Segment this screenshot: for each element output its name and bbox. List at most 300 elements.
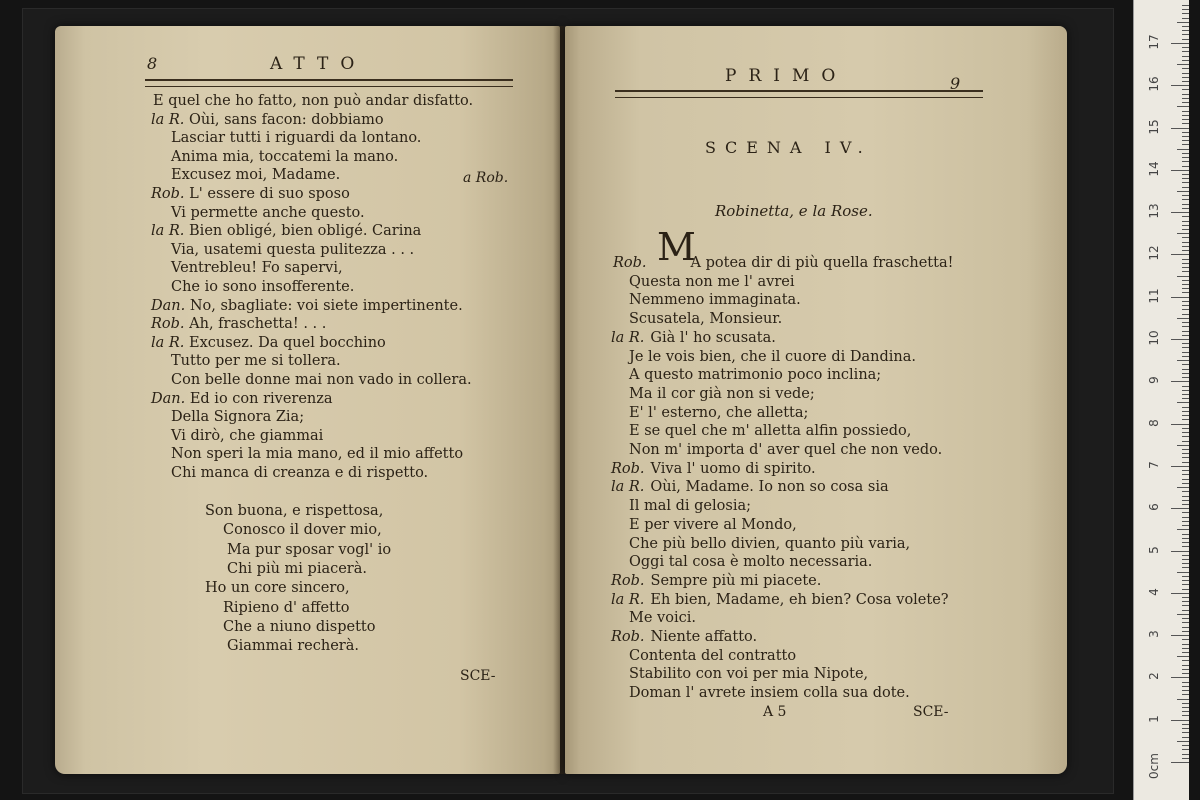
ruler-tick: [1182, 178, 1189, 179]
speaker-label: la R.: [151, 223, 185, 240]
ruler-number: 3: [1147, 630, 1161, 638]
ruler-tick: [1182, 73, 1189, 74]
line-text: Ed io con riverenza: [189, 390, 333, 407]
text-line: [629, 684, 910, 702]
ruler-tick: [1182, 30, 1189, 31]
ruler-tick: [1171, 85, 1189, 86]
line-text: Excusez moi, Madame.: [171, 167, 341, 184]
ruler-tick: [1182, 728, 1189, 729]
ruler-tick: [1182, 60, 1189, 61]
ruler-tick: [1177, 402, 1189, 403]
speaker-label: la R.: [151, 111, 185, 128]
measurement-ruler: [1133, 0, 1189, 800]
text-line: [171, 204, 365, 222]
ruler-tick: [1171, 508, 1189, 509]
ruler-tick: [1182, 229, 1189, 230]
text-line: [629, 366, 881, 384]
line-text: Bien obligé, bien obligé. Carina: [189, 223, 422, 240]
line-text: Nemmeno immaginata.: [629, 292, 801, 309]
ruler-tick: [1177, 445, 1189, 446]
text-line: [629, 516, 797, 534]
speaker-label: la R.: [611, 329, 645, 346]
text-line: [153, 92, 473, 110]
ruler-tick: [1182, 335, 1189, 336]
ruler-tick: [1177, 276, 1189, 277]
text-line: [611, 591, 949, 609]
ruler-tick: [1171, 43, 1189, 44]
ruler-tick: [1182, 589, 1189, 590]
text-line: [629, 665, 868, 683]
ruler-tick: [1182, 216, 1189, 217]
text-line: [629, 441, 942, 459]
ruler-tick: [1177, 699, 1189, 700]
ruler-tick: [1182, 711, 1189, 712]
line-text: Questa non me l' avrei: [629, 273, 795, 290]
ruler-tick: [1182, 305, 1189, 306]
ruler-tick: [1182, 694, 1189, 695]
ruler-tick: [1182, 157, 1189, 158]
line-text: Via, usatemi questa pulitezza . . .: [171, 241, 415, 258]
ruler-tick: [1182, 242, 1189, 243]
ruler-tick: [1182, 631, 1189, 632]
text-line: [151, 315, 326, 333]
line-text: Contenta del contratto: [629, 647, 797, 664]
ruler-tick: [1182, 441, 1189, 442]
text-line: [611, 460, 816, 478]
ruler-tick: [1182, 419, 1189, 420]
catchword: SCE-: [460, 668, 496, 684]
ruler-tick: [1171, 212, 1189, 213]
ruler-tick: [1182, 491, 1189, 492]
line-text: Con belle donne mai non vado in collera.: [171, 372, 472, 388]
ruler-tick: [1182, 225, 1189, 226]
line-text: Stabilito con voi per mia Nipote,: [629, 666, 869, 683]
ruler-tick: [1182, 479, 1189, 480]
ruler-tick: [1177, 741, 1189, 742]
ruler-tick: [1171, 254, 1189, 255]
line-text: No, sbagliate: voi siete impertinente.: [189, 297, 463, 314]
line-text: Oùi, Madame. Io non so cosa sia: [650, 479, 889, 496]
text-line: [171, 408, 304, 426]
ruler-tick: [1182, 34, 1189, 35]
ruler-tick: [1182, 639, 1189, 640]
ruler-tick: [1182, 644, 1189, 645]
ruler-tick: [1182, 94, 1189, 95]
ruler-tick: [1182, 690, 1189, 691]
header-rule: [615, 90, 983, 98]
ruler-tick: [1182, 457, 1189, 458]
line-text: E quel che ho fatto, non può andar disfatto.: [153, 93, 474, 109]
text-line: [171, 166, 340, 184]
line-text: L' essere di suo sposo: [189, 186, 350, 202]
text-line: [629, 422, 911, 440]
ruler-tick: [1182, 132, 1189, 133]
ruler-tick: [1182, 56, 1189, 57]
ruler-tick: [1182, 119, 1189, 120]
ruler-tick: [1171, 551, 1189, 552]
ruler-tick: [1182, 563, 1189, 564]
ruler-tick: [1182, 246, 1189, 247]
scene-title: SCENA IV.: [705, 138, 872, 157]
text-line: [629, 647, 796, 665]
text-line: [629, 385, 815, 403]
line-text: Oggi tal cosa è molto necessaria.: [629, 554, 873, 571]
ruler-tick: [1177, 529, 1189, 530]
ruler-tick: [1182, 288, 1189, 289]
ruler-tick: [1182, 26, 1189, 27]
ruler-tick: [1182, 98, 1189, 99]
ruler-tick: [1182, 428, 1189, 429]
drop-cap: M: [657, 225, 696, 269]
ruler-tick: [1182, 538, 1189, 539]
ruler-tick: [1182, 347, 1189, 348]
ruler-tick: [1182, 462, 1189, 463]
ruler-tick: [1182, 280, 1189, 281]
header-rule: [145, 79, 513, 87]
ruler-number: 1: [1147, 714, 1161, 723]
line-text: E se quel che m' alletta alfin possiedo,: [629, 423, 912, 440]
ruler-tick: [1182, 407, 1189, 408]
line-text: Vi permette anche questo.: [171, 204, 365, 221]
ruler-tick: [1182, 597, 1189, 598]
ruler-tick: [1182, 512, 1189, 513]
line-text: A potea dir di più quella fraschetta!: [690, 255, 954, 271]
text-line: [171, 241, 414, 259]
ruler-tick: [1182, 758, 1189, 759]
ruler-tick: [1182, 686, 1189, 687]
ruler-tick: [1177, 614, 1189, 615]
ruler-tick: [1182, 77, 1189, 78]
ruler-tick: [1182, 605, 1189, 606]
ruler-tick: [1182, 208, 1189, 209]
ruler-tick: [1182, 500, 1189, 501]
text-line: [629, 609, 696, 627]
ruler-tick: [1182, 123, 1189, 124]
page-number: 8: [147, 54, 158, 73]
ruler-tick: [1182, 68, 1189, 69]
ruler-tick: [1182, 394, 1189, 395]
signature-mark: A 5: [763, 704, 787, 720]
ruler-tick: [1182, 221, 1189, 222]
text-line: [151, 111, 384, 129]
ruler-tick: [1182, 314, 1189, 315]
ruler-number: 15: [1147, 118, 1161, 135]
ruler-tick: [1177, 318, 1189, 319]
ruler-tick: [1182, 390, 1189, 391]
line-text: A questo matrimonio poco inclina;: [629, 367, 882, 384]
ruler-tick: [1177, 191, 1189, 192]
ruler-tick: [1171, 128, 1189, 129]
ruler-tick: [1177, 487, 1189, 488]
line-text: Anima mia, toccatemi la mano.: [171, 148, 399, 165]
text-line: [629, 273, 795, 291]
ruler-tick: [1182, 271, 1189, 272]
ruler-tick: [1182, 301, 1189, 302]
text-line: [613, 254, 953, 272]
ruler-number: 4: [1147, 587, 1161, 596]
line-text: Viva l' uomo di spirito.: [650, 460, 816, 477]
speaker-label: Rob.: [151, 186, 185, 202]
ruler-tick: [1182, 584, 1189, 585]
ruler-number: 2: [1147, 672, 1161, 681]
ruler-tick: [1182, 449, 1189, 450]
ruler-tick: [1177, 360, 1189, 361]
ruler-tick: [1182, 161, 1189, 162]
speaker-label: Rob.: [611, 572, 645, 589]
ruler-tick: [1182, 369, 1189, 370]
ruler-tick: [1182, 682, 1189, 683]
speaker-label: Rob.: [151, 316, 185, 333]
ruler-tick: [1182, 364, 1189, 365]
ruler-tick: [1177, 64, 1189, 65]
ruler-tick: [1182, 580, 1189, 581]
speaker-label: la R.: [611, 591, 645, 608]
ruler-tick: [1182, 648, 1189, 649]
speaker-label: Rob.: [611, 460, 645, 477]
text-line: [151, 185, 350, 203]
text-line: [171, 371, 472, 389]
ruler-tick: [1182, 555, 1189, 556]
line-text: Non speri la mia mano, ed il mio affetto: [171, 446, 464, 463]
ruler-tick: [1182, 703, 1189, 704]
text-line: [629, 310, 782, 328]
ruler-tick: [1177, 106, 1189, 107]
text-line: [151, 297, 463, 315]
line-text: Ah, fraschetta! . . .: [189, 316, 327, 333]
speaker-label: Rob.: [613, 255, 647, 271]
catchword: SCE-: [913, 704, 949, 720]
text-line: [151, 334, 386, 352]
text-line: [629, 348, 916, 366]
ruler-tick: [1171, 339, 1189, 340]
ruler-tick: [1182, 250, 1189, 251]
ruler-tick: [1182, 542, 1189, 543]
speaker-label: Dan.: [151, 390, 186, 407]
ruler-tick: [1171, 720, 1189, 721]
line-text: Sempre più mi piacete.: [650, 572, 822, 589]
ruler-tick: [1182, 732, 1189, 733]
ruler-tick: [1182, 517, 1189, 518]
ruler-tick: [1182, 436, 1189, 437]
line-text: Scusatela, Monsieur.: [629, 311, 783, 328]
ruler-tick: [1182, 144, 1189, 145]
ruler-number: 11: [1147, 288, 1161, 304]
ruler-tick: [1171, 466, 1189, 467]
ruler-tick: [1182, 331, 1189, 332]
ruler-tick: [1177, 22, 1189, 23]
ruler-tick: [1182, 18, 1189, 19]
ruler-tick: [1182, 665, 1189, 666]
ruler-tick: [1182, 115, 1189, 116]
ruler-tick: [1182, 673, 1189, 674]
running-header: ATTO: [270, 54, 367, 74]
ruler-tick: [1182, 174, 1189, 175]
ruler-tick: [1182, 237, 1189, 238]
line-text: Eh bien, Madame, eh bien? Cosa volete?: [650, 591, 949, 608]
line-text: Già l' ho scusata.: [650, 329, 776, 346]
text-line: [171, 464, 428, 482]
ruler-tick: [1182, 567, 1189, 568]
ruler-number: 7: [1147, 461, 1161, 469]
line-text: Me voici.: [629, 610, 696, 627]
ruler-number: 5: [1147, 545, 1161, 554]
page-number: 9: [950, 74, 961, 93]
line-text: Ventrebleu! Fo sapervi,: [171, 260, 343, 277]
ruler-tick: [1177, 656, 1189, 657]
ruler-tick: [1171, 381, 1189, 382]
ruler-tick: [1182, 377, 1189, 378]
ruler-tick: [1177, 572, 1189, 573]
ruler-tick: [1182, 652, 1189, 653]
ruler-number: 17: [1147, 34, 1161, 50]
ruler-tick: [1182, 474, 1189, 475]
ruler-tick: [1182, 326, 1189, 327]
ruler-tick: [1182, 166, 1189, 167]
text-line: [611, 572, 821, 590]
text-line: [171, 259, 343, 277]
ruler-tick: [1182, 622, 1189, 623]
line-text: E per vivere al Mondo,: [629, 516, 797, 533]
line-text: E' l' esterno, che alletta;: [629, 404, 809, 421]
text-line: [171, 427, 323, 445]
ruler-tick: [1182, 199, 1189, 200]
text-line: [629, 553, 872, 571]
ruler-tick: [1182, 411, 1189, 412]
ruler-tick: [1182, 660, 1189, 661]
ruler-tick: [1182, 292, 1189, 293]
aria-line: Ho un core sincero,: [205, 580, 350, 597]
ruler-tick: [1171, 424, 1189, 425]
aria-line: Giammai recherà.: [227, 638, 359, 655]
ruler-tick: [1182, 724, 1189, 725]
ruler-tick: [1182, 737, 1189, 738]
ruler-tick: [1182, 504, 1189, 505]
ruler-tick: [1182, 627, 1189, 628]
ruler-number: 14: [1147, 161, 1161, 177]
right-page: [565, 26, 1067, 774]
line-text: Ma il cor già non si vede;: [629, 385, 815, 402]
text-line: [171, 445, 463, 463]
ruler-tick: [1177, 149, 1189, 150]
speaker-label: Rob.: [611, 629, 645, 645]
ruler-tick: [1182, 39, 1189, 40]
ruler-tick: [1182, 81, 1189, 82]
ruler-tick: [1182, 5, 1189, 6]
ruler-tick: [1182, 356, 1189, 357]
ruler-tick: [1182, 9, 1189, 10]
speaker-label: Dan.: [151, 297, 186, 314]
line-text: Vi dirò, che giammai: [171, 427, 324, 444]
ruler-tick: [1171, 297, 1189, 298]
ruler-tick: [1171, 593, 1189, 594]
aria-line: Conosco il dover mio,: [223, 522, 382, 539]
text-line: [171, 352, 341, 370]
line-text: Tutto per me si tollera.: [171, 353, 341, 370]
line-text: Oùi, sans facon: dobbiamo: [189, 111, 384, 128]
ruler-tick: [1182, 601, 1189, 602]
line-text: Je le vois bien, che il cuore di Dandina.: [629, 348, 916, 365]
text-line: [611, 478, 889, 496]
ruler-tick: [1182, 745, 1189, 746]
ruler-tick: [1182, 259, 1189, 260]
ruler-tick: [1182, 102, 1189, 103]
ruler-tick: [1182, 715, 1189, 716]
ruler-tick: [1182, 140, 1189, 141]
ruler-tick: [1182, 707, 1189, 708]
text-line: [171, 148, 398, 166]
text-line: [611, 329, 776, 347]
ruler-number: 9: [1147, 376, 1161, 385]
ruler-tick: [1182, 415, 1189, 416]
ruler-tick: [1182, 534, 1189, 535]
ruler-tick: [1182, 546, 1189, 547]
ruler-unit-label: 0cm: [1147, 753, 1161, 779]
ruler-tick: [1182, 195, 1189, 196]
text-line: [171, 278, 354, 296]
ruler-tick: [1182, 576, 1189, 577]
ruler-tick: [1182, 111, 1189, 112]
ruler-tick: [1182, 386, 1189, 387]
aria-line: Ma pur sposar vogl' io: [227, 541, 392, 558]
ruler-number: 10: [1147, 330, 1161, 346]
ruler-tick: [1182, 204, 1189, 205]
ruler-tick: [1182, 521, 1189, 522]
ruler-tick: [1182, 352, 1189, 353]
ruler-tick: [1182, 453, 1189, 454]
ruler-tick: [1182, 89, 1189, 90]
ruler-tick: [1182, 187, 1189, 188]
line-text: Non m' importa d' aver quel che non vedo.: [629, 442, 943, 458]
text-line: [611, 628, 757, 646]
ruler-tick: [1182, 343, 1189, 344]
ruler-number: 6: [1147, 503, 1161, 512]
scene-characters: Robinetta, e la Rose.: [715, 202, 873, 220]
ruler-tick: [1182, 749, 1189, 750]
ruler-tick: [1171, 170, 1189, 171]
ruler-tick: [1182, 284, 1189, 285]
ruler-number: 12: [1147, 245, 1161, 262]
speaker-label: la R.: [151, 334, 185, 351]
text-line: [151, 222, 421, 240]
ruler-tick: [1182, 373, 1189, 374]
text-line: [629, 291, 801, 309]
ruler-tick: [1182, 525, 1189, 526]
ruler-tick: [1182, 182, 1189, 183]
line-text: Il mal di gelosia;: [629, 498, 751, 515]
ruler-tick: [1182, 263, 1189, 264]
ruler-tick: [1182, 610, 1189, 611]
ruler-number: 13: [1147, 203, 1161, 219]
ruler-tick: [1182, 51, 1189, 52]
aria-line: Son buona, e rispettosa,: [205, 503, 384, 519]
line-text: Della Signora Zia;: [171, 409, 305, 426]
left-page: [55, 26, 560, 774]
stage-direction: a Rob.: [463, 170, 509, 186]
ruler-number: 16: [1147, 76, 1161, 92]
ruler-tick: [1182, 153, 1189, 154]
running-header: PRIMO: [725, 66, 848, 86]
ruler-tick: [1182, 496, 1189, 497]
line-text: Che io sono insofferente.: [171, 279, 355, 295]
ruler-tick: [1182, 618, 1189, 619]
line-text: Excusez. Da quel bocchino: [189, 334, 386, 351]
text-line: [629, 404, 808, 422]
ruler-tick: [1171, 762, 1189, 763]
ruler-tick: [1182, 470, 1189, 471]
speaker-label: la R.: [611, 479, 645, 496]
text-line: [171, 129, 421, 147]
aria-line: Ripieno d' affetto: [223, 599, 350, 616]
